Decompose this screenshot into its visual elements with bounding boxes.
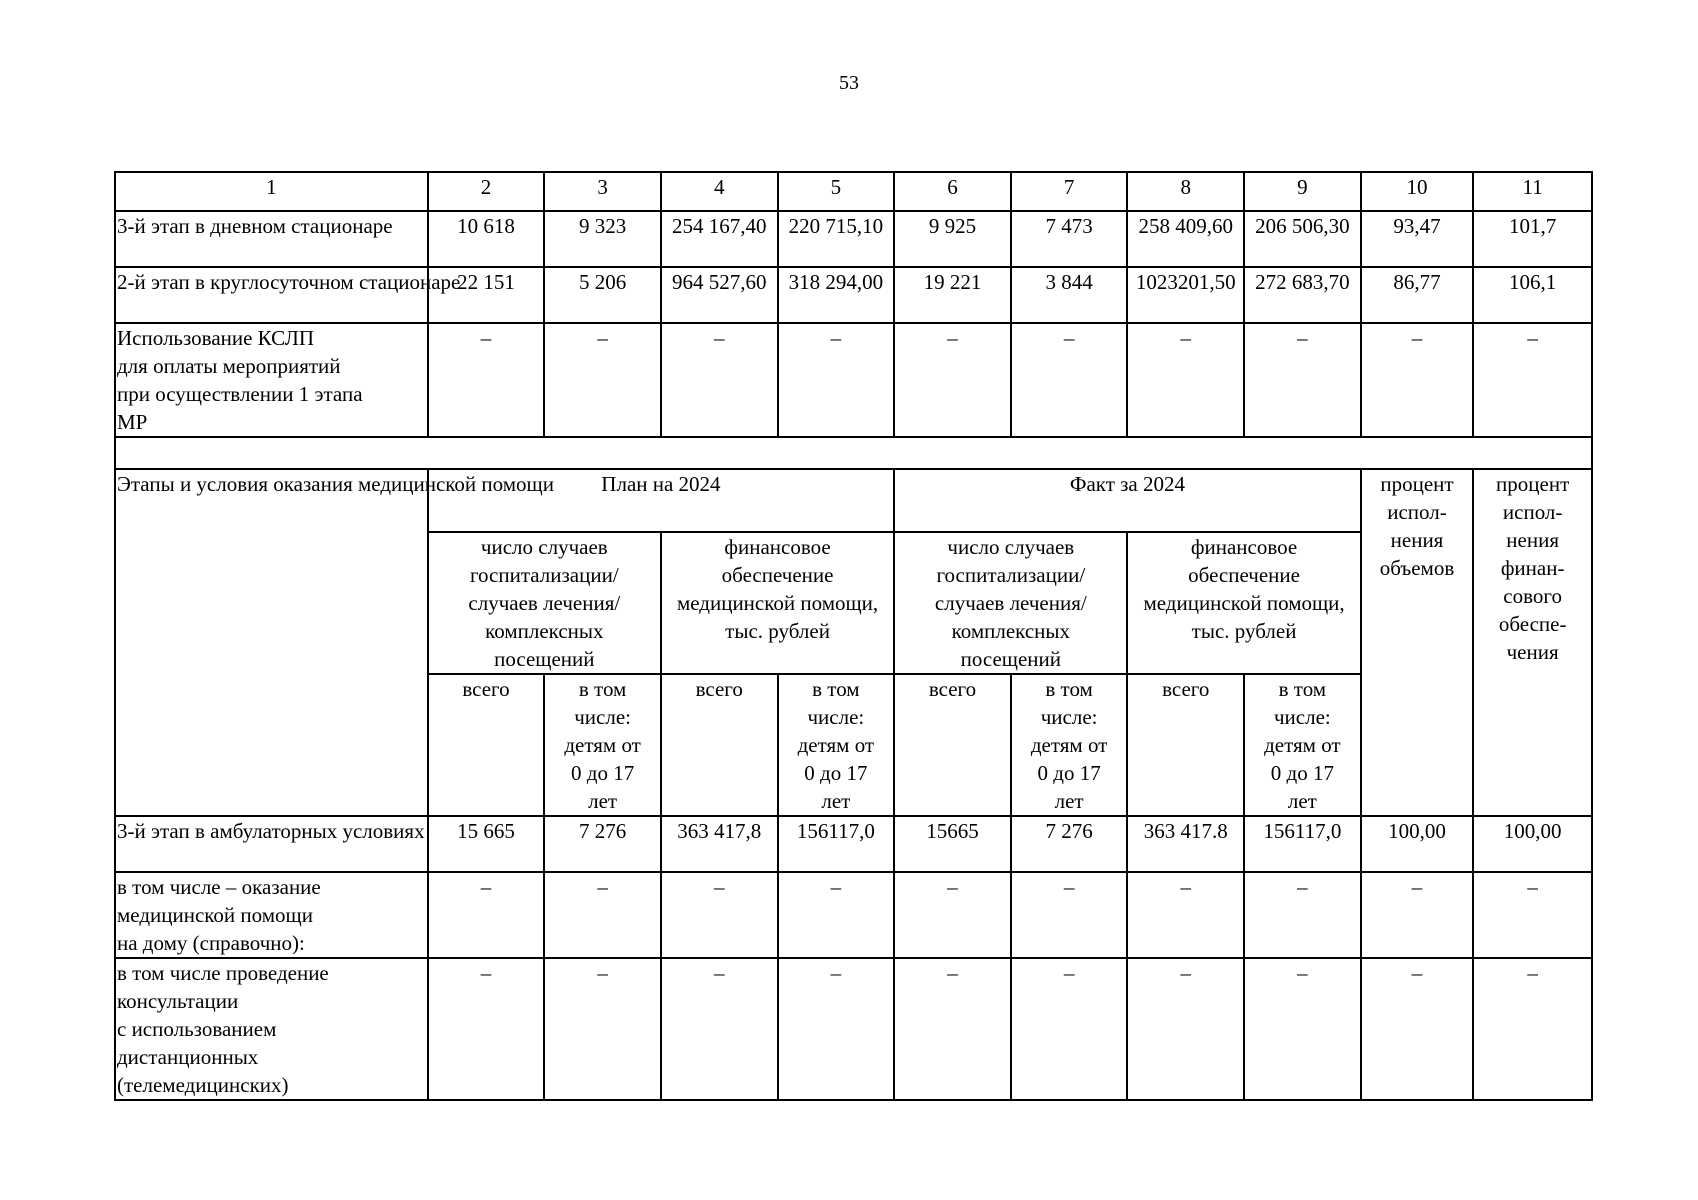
header-line: процент	[1380, 472, 1454, 496]
header-line: в том	[578, 677, 627, 701]
header-line: комплексных	[951, 619, 1071, 643]
table-cell: 254 167,40	[661, 211, 778, 267]
col-num: 10	[1361, 172, 1474, 211]
table-cell: 93,47	[1361, 211, 1474, 267]
total-header: всего	[428, 674, 545, 816]
header-line: числе:	[1040, 705, 1098, 729]
header-line: госпитализации/	[936, 563, 1086, 587]
page-number: 53	[839, 72, 859, 94]
label-line: дистанционных	[117, 1045, 259, 1069]
header-row	[115, 469, 1592, 532]
label-line: Использование КСЛП	[117, 326, 315, 350]
header-line: обеспечение	[1188, 563, 1300, 587]
header-line: случаев лечения/	[468, 591, 621, 615]
total-header: всего	[1127, 674, 1244, 816]
table-row	[115, 323, 1592, 437]
table-cell: –	[894, 872, 1011, 958]
table-cell: 3 844	[1011, 267, 1128, 323]
separator-cell	[115, 437, 1592, 469]
label-line: (телемедицинских)	[117, 1073, 289, 1097]
col-num: 6	[894, 172, 1011, 211]
table-cell: 220 715,10	[778, 211, 895, 267]
table-cell: –	[778, 958, 895, 1100]
header-line: 0 до 17	[571, 761, 635, 785]
table-cell: 272 683,70	[1244, 267, 1361, 323]
table-cell: –	[544, 323, 661, 437]
table-cell: 9 925	[894, 211, 1011, 267]
header-line: детям от	[1264, 733, 1341, 757]
header-line: детям от	[797, 733, 875, 757]
header-line: 0 до 17	[1270, 761, 1334, 785]
table-cell: –	[1127, 958, 1244, 1100]
table-cell: 19 221	[894, 267, 1011, 323]
table-cell: 156117,0	[1244, 816, 1361, 872]
table-cell: –	[544, 872, 661, 958]
header-line: в том	[812, 677, 860, 701]
table-cell: 7 276	[544, 816, 661, 872]
header-line: объемов	[1379, 556, 1455, 580]
header-line: медицинской помощи,	[1143, 591, 1345, 615]
header-line: тыс. рублей	[1191, 619, 1297, 643]
table-cell: 9 323	[544, 211, 661, 267]
label-line: медицинской помощи	[117, 903, 313, 927]
row-label: 3-й этап в дневном стационаре	[115, 211, 428, 267]
label-line: в том числе – оказание	[117, 875, 321, 899]
col-num: 9	[1244, 172, 1361, 211]
row-label: 3-й этап в амбулаторных условиях	[115, 816, 428, 872]
header-line: 0 до 17	[1037, 761, 1101, 785]
header-line: нения	[1390, 528, 1444, 552]
table-cell: 15665	[894, 816, 1011, 872]
stage-header: Этапы и условия оказания медицинской помощи	[115, 469, 428, 816]
table-cell: 15 665	[428, 816, 545, 872]
table-cell: –	[1011, 323, 1128, 437]
header-line: 0 до 17	[804, 761, 868, 785]
table-cell: 363 417,8	[661, 816, 778, 872]
table-row	[115, 872, 1592, 958]
header-line: чения	[1506, 640, 1559, 664]
header-line: финансовое	[724, 535, 831, 559]
pct-volume-header	[1361, 469, 1474, 816]
col-num: 1	[115, 172, 428, 211]
col-num: 11	[1473, 172, 1592, 211]
label-line: на дому (справочно):	[117, 931, 305, 955]
table-cell: –	[1473, 958, 1592, 1100]
row-label	[115, 872, 428, 958]
label-line: при осуществлении 1 этапа	[117, 382, 363, 406]
row-label	[115, 323, 428, 437]
pct-finance-header	[1473, 469, 1592, 816]
fact-cases-header	[894, 532, 1127, 674]
col-num: 5	[778, 172, 895, 211]
table-cell: 206 506,30	[1244, 211, 1361, 267]
table-cell: –	[1011, 958, 1128, 1100]
header-line: нения	[1506, 528, 1559, 552]
header-line: числе:	[807, 705, 865, 729]
table-cell: 156117,0	[778, 816, 895, 872]
table-cell: –	[1473, 323, 1592, 437]
table-cell: 100,00	[1361, 816, 1474, 872]
header-line: обеспе-	[1498, 612, 1567, 636]
table-cell: –	[1473, 872, 1592, 958]
plan-header: План на 2024	[428, 469, 895, 532]
total-header: всего	[894, 674, 1011, 816]
table-cell: 258 409,60	[1127, 211, 1244, 267]
header-line: испол-	[1387, 500, 1447, 524]
plan-finance-header	[661, 532, 894, 674]
table-cell: –	[1127, 323, 1244, 437]
header-line: госпитализации/	[469, 563, 619, 587]
header-line: тыс. рублей	[725, 619, 830, 643]
header-line: испол-	[1502, 500, 1563, 524]
col-num: 7	[1011, 172, 1128, 211]
header-line: процент	[1496, 472, 1570, 496]
table-cell: –	[1244, 958, 1361, 1100]
table-cell: 10 618	[428, 211, 545, 267]
header-line: финансовое	[1190, 535, 1298, 559]
col-num: 3	[544, 172, 661, 211]
fact-finance-header	[1127, 532, 1360, 674]
table-cell: –	[1011, 872, 1128, 958]
table-cell: –	[894, 958, 1011, 1100]
table-cell: 7 276	[1011, 816, 1128, 872]
col-num: 8	[1127, 172, 1244, 211]
header-line: финан-	[1500, 556, 1565, 580]
table-cell: –	[1361, 958, 1474, 1100]
header-line: обеспечение	[721, 563, 834, 587]
table-cell: 5 206	[544, 267, 661, 323]
plan-cases-header	[428, 532, 661, 674]
header-line: медицинской помощи,	[676, 591, 879, 615]
table-cell: –	[778, 872, 895, 958]
children-header	[778, 674, 895, 816]
children-header	[544, 674, 661, 816]
report-table	[114, 171, 1593, 1101]
label-line: с использованием	[117, 1017, 277, 1041]
row-label	[115, 958, 428, 1100]
label-line: в том числе проведение	[117, 961, 329, 985]
header-line: сового	[1503, 584, 1562, 608]
header-line: числе:	[574, 705, 631, 729]
header-line: числе:	[1273, 705, 1331, 729]
table-cell: –	[1361, 323, 1474, 437]
table-cell: 106,1	[1473, 267, 1592, 323]
table-cell: 101,7	[1473, 211, 1592, 267]
children-header	[1011, 674, 1128, 816]
table-cell: –	[1127, 872, 1244, 958]
header-line: лет	[588, 789, 618, 813]
table-cell: –	[894, 323, 1011, 437]
table-cell: –	[1361, 872, 1474, 958]
header-line: случаев лечения/	[934, 591, 1087, 615]
header-line: число случаев	[947, 535, 1075, 559]
table-row	[115, 958, 1592, 1100]
table-cell: –	[428, 872, 545, 958]
children-header	[1244, 674, 1361, 816]
table-cell: –	[1244, 872, 1361, 958]
header-line: в том	[1045, 677, 1093, 701]
table-cell: 100,00	[1473, 816, 1592, 872]
table-cell: –	[428, 958, 545, 1100]
col-num: 4	[661, 172, 778, 211]
table-row	[115, 267, 1592, 323]
row-label: 2-й этап в круглосуточном стационаре	[115, 267, 428, 323]
table-cell: 1023201,50	[1127, 267, 1244, 323]
table-cell: 964 527,60	[661, 267, 778, 323]
table-row	[115, 816, 1592, 872]
table-cell: –	[778, 323, 895, 437]
label-line: консультации	[117, 989, 239, 1013]
table-row	[115, 211, 1592, 267]
table-cell: 86,77	[1361, 267, 1474, 323]
table-cell: 363 417.8	[1127, 816, 1244, 872]
header-line: число случаев	[480, 535, 608, 559]
table-cell: –	[661, 958, 778, 1100]
table-cell: 7 473	[1011, 211, 1128, 267]
table-cell: –	[1244, 323, 1361, 437]
col-num: 2	[428, 172, 545, 211]
header-line: посещений	[494, 647, 595, 671]
fact-header: Факт за 2024	[894, 469, 1361, 532]
header-line: лет	[821, 789, 851, 813]
header-line: в том	[1278, 677, 1327, 701]
header-line: детям от	[564, 733, 641, 757]
table-cell: –	[428, 323, 545, 437]
label-line: для оплаты мероприятий	[117, 354, 341, 378]
label-line: МР	[117, 410, 148, 434]
table-cell: –	[544, 958, 661, 1100]
header-line: комплексных	[485, 619, 604, 643]
table-cell: 318 294,00	[778, 267, 895, 323]
table-cell: –	[661, 872, 778, 958]
table-cell: –	[661, 323, 778, 437]
header-line: детям от	[1030, 733, 1108, 757]
table-cell: 22 151	[428, 267, 545, 323]
header-line: лет	[1054, 789, 1084, 813]
header-line: посещений	[960, 647, 1061, 671]
total-header: всего	[661, 674, 778, 816]
separator-row	[115, 437, 1592, 469]
header-line: лет	[1287, 789, 1317, 813]
column-number-row	[115, 172, 1592, 211]
